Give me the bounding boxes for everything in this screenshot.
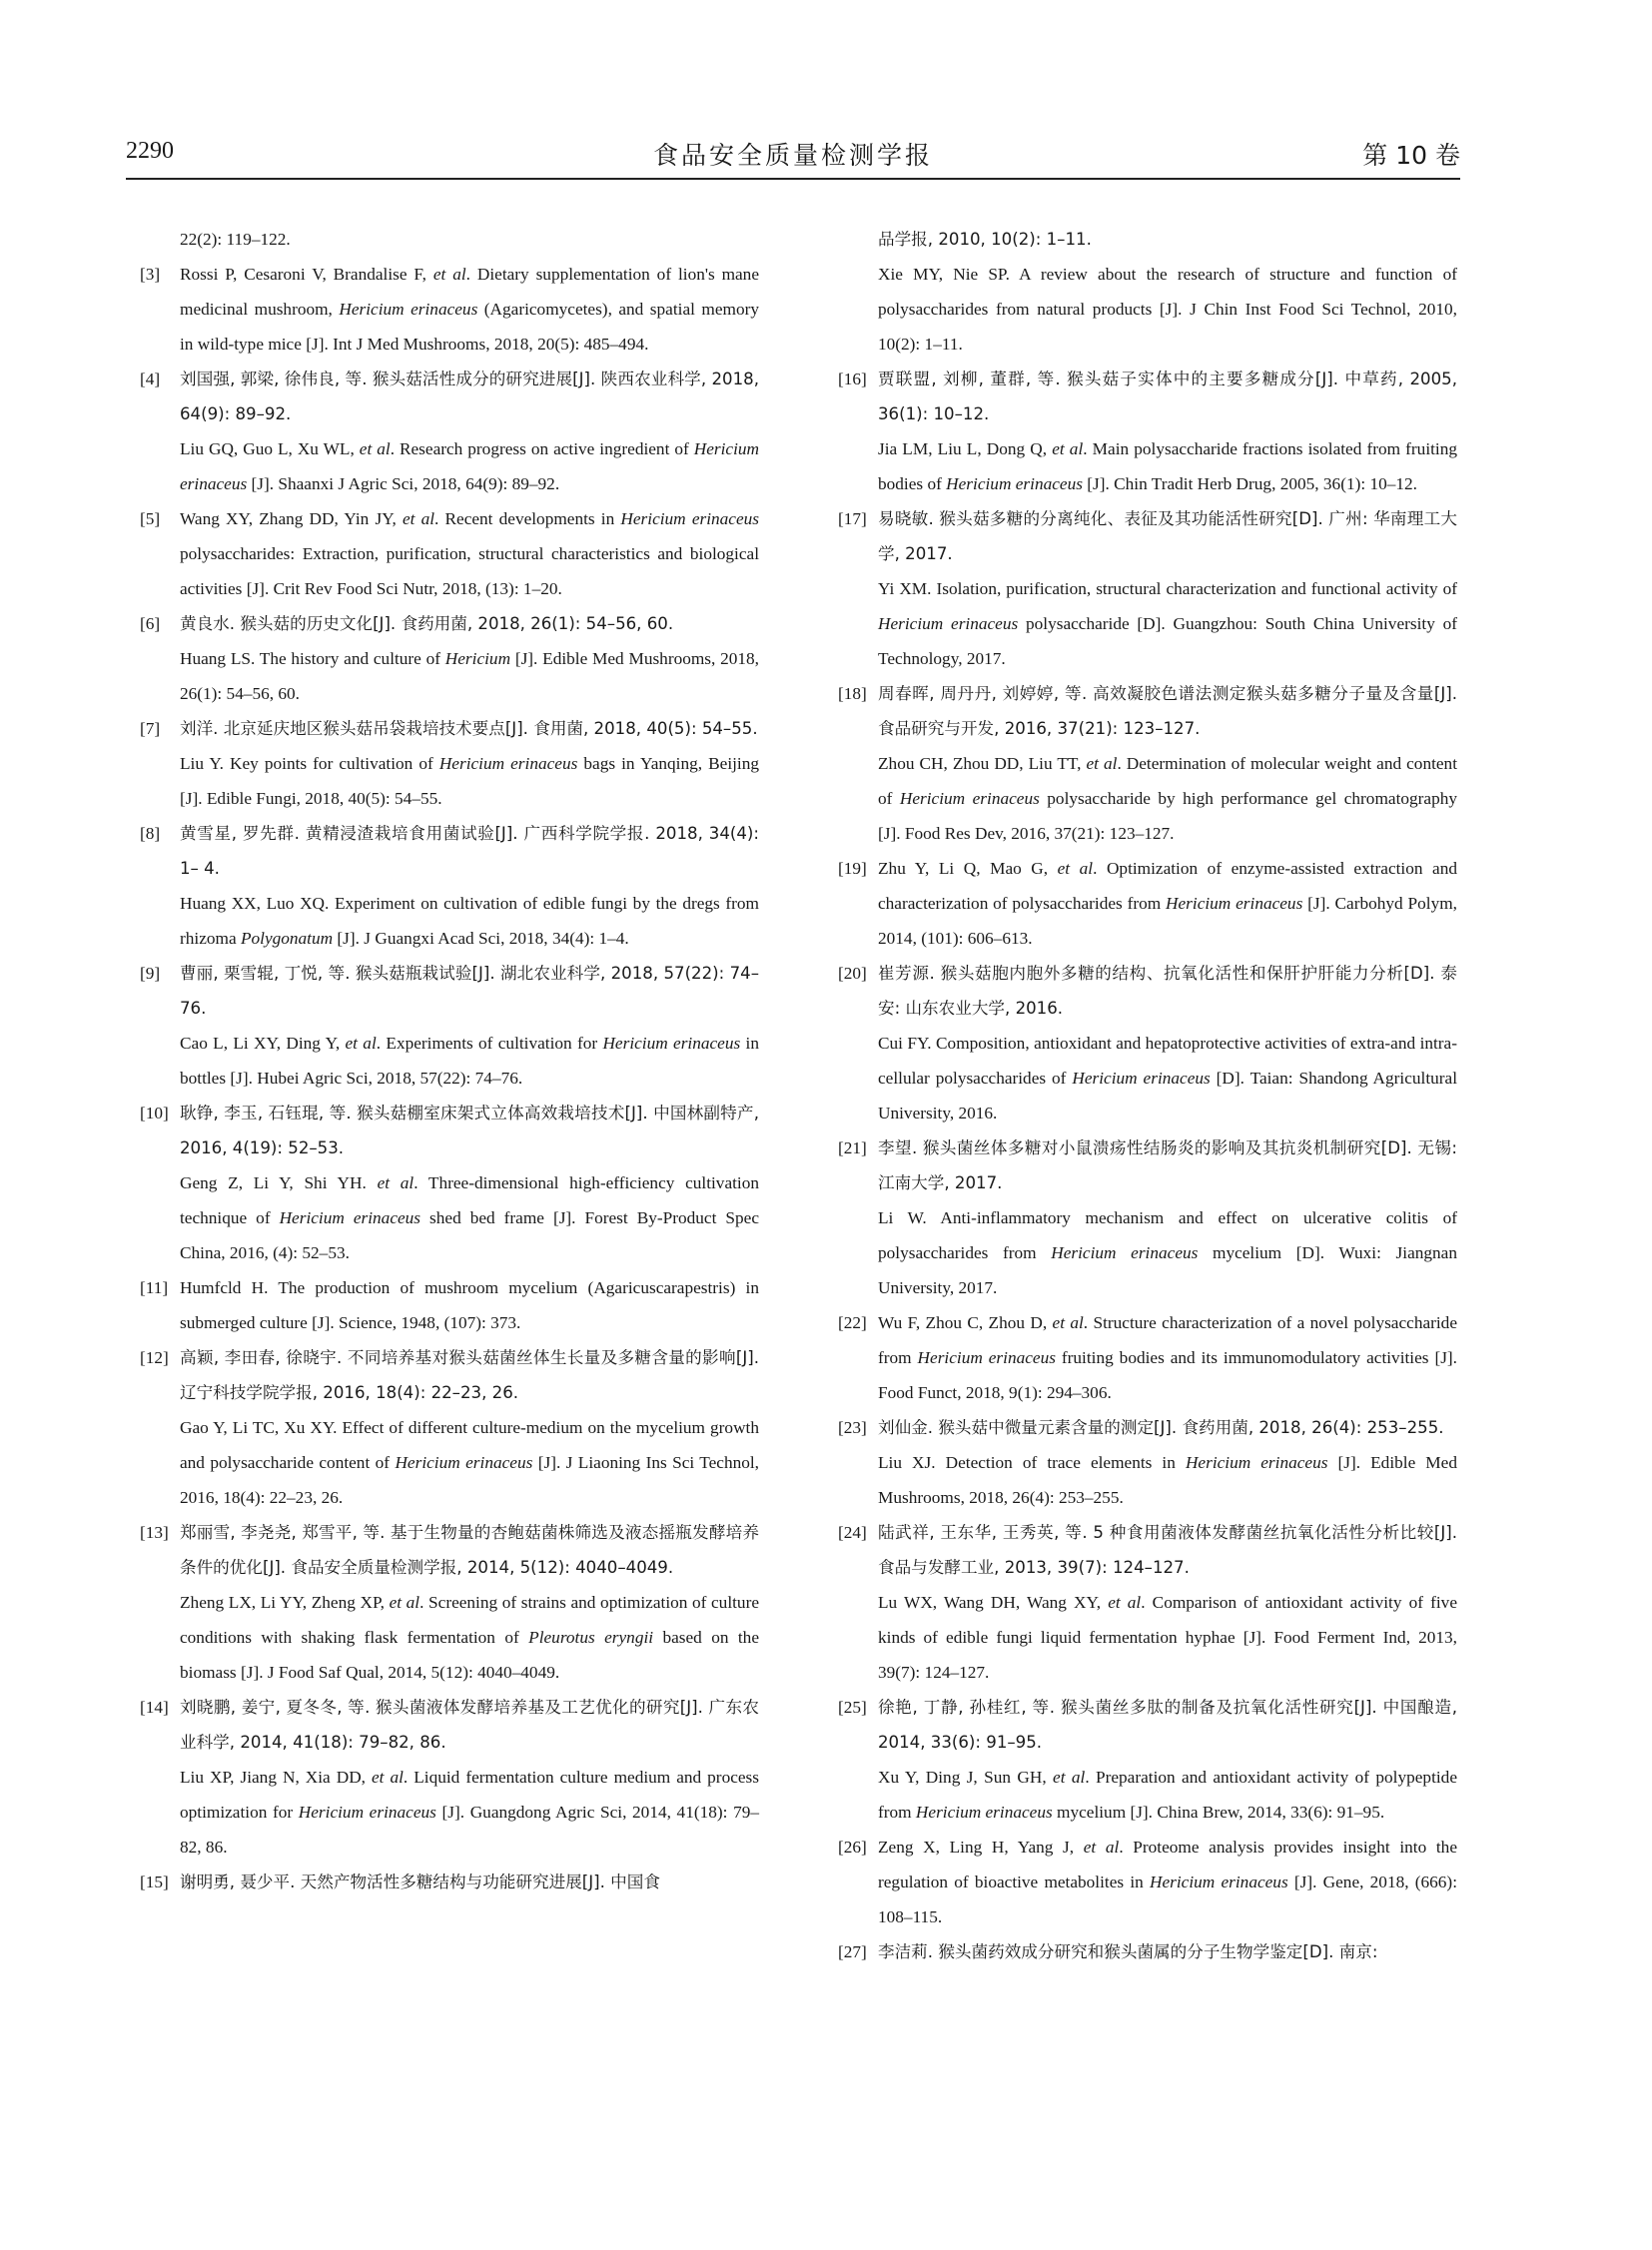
volume-label: 第 10 卷 (1362, 141, 1460, 170)
reference-english: Liu XJ. Detection of trace elements in Hericium erinaceus [J]. Edible Med Mushrooms, 2018, 26(4): 253–255. (878, 1453, 1457, 1507)
reference-entry (838, 1410, 1457, 1515)
header-rule (126, 178, 1460, 180)
reference-entry (140, 816, 759, 956)
reference-number: [16] (838, 370, 867, 388)
reference-entry (140, 956, 759, 1096)
reference-entry (140, 606, 759, 711)
reference-entry (838, 1690, 1457, 1830)
reference-english: Gao Y, Li TC, Xu XY. Effect of different culture-medium on the mycelium growth and polysaccharide content of Hericium erinaceus [J]. J Liaoning Ins Sci Technol, 2016, 18(4): 22–23, 26. (180, 1418, 759, 1507)
reference-chinese: 崔芳源. 猴头菇胞内胞外多糖的结构、抗氧化活性和保肝护肝能力分析[D]. 泰安: 山东农业大学, 2016. (878, 964, 1457, 1018)
reference-english: Geng Z, Li Y, Shi YH. et al. Three-dimensional high-efficiency cultivation technique of Hericium erinaceus shed bed frame [J]. Forest By-Product Spec China, 2016, (4): 52–53. (180, 1173, 759, 1262)
reference-chinese: 刘洋. 北京延庆地区猴头菇吊袋栽培技术要点[J]. 食用菌, 2018, 40(5): 54–55. (180, 719, 758, 738)
reference-number: [24] (838, 1523, 867, 1542)
reference-entry (838, 676, 1457, 851)
reference-number: [11] (140, 1278, 169, 1297)
right-column (838, 222, 1457, 1969)
reference-entry (838, 956, 1457, 1130)
reference-number: [9] (140, 964, 161, 983)
reference-entry (838, 1515, 1457, 1690)
reference-chinese: 谢明勇, 聂少平. 天然产物活性多糖结构与功能研究进展[J]. 中国食 (180, 1873, 660, 1891)
reference-chinese: 刘仙金. 猴头菇中微量元素含量的测定[J]. 食药用菌, 2018, 26(4): 253–255. (878, 1418, 1444, 1437)
reference-chinese: 陆武祥, 王东华, 王秀英, 等. 5 种食用菌液体发酵菌丝抗氧化活性分析比较[J]. 食品与发酵工业, 2013, 39(7): 124–127. (878, 1523, 1457, 1577)
reference-english: Liu GQ, Guo L, Xu WL, et al. Research progress on active ingredient of Hericium erinaceus [J]. Shaanxi J Agric Sci, 2018, 64(9): 89–92. (180, 439, 760, 493)
reference-number: [6] (140, 614, 161, 633)
reference-number: [13] (140, 1523, 169, 1542)
reference-english: Yi XM. Isolation, purification, structural characterization and functional activity of Hericium erinaceus polysaccharide [D]. Guangzhou: South China University of Technology, 2017. (878, 579, 1457, 668)
reference-chinese: 易晓敏. 猴头菇多糖的分离纯化、表征及其功能活性研究[D]. 广州: 华南理工大学, 2017. (878, 509, 1457, 563)
reference-english: Rossi P, Cesaroni V, Brandalise F, et al. Dietary supplementation of lion's mane medicinal mushroom, Hericium erinaceus (Agaricomycetes), and spatial memory in wild-type mice [J]. Int J Med Mushrooms, 2018, 20(5): 485–494. (180, 265, 759, 354)
reference-entry (140, 257, 759, 362)
reference-number: [19] (838, 859, 867, 878)
reference-chinese: 周春晖, 周丹丹, 刘婷婷, 等. 高效凝胶色谱法测定猴头菇多糖分子量及含量[J]. 食品研究与开发, 2016, 37(21): 123–127. (878, 684, 1457, 738)
reference-chinese: 李望. 猴头菌丝体多糖对小鼠溃疡性结肠炎的影响及其抗炎机制研究[D]. 无锡: 江南大学, 2017. (878, 1138, 1457, 1192)
reference-entry (838, 1934, 1457, 1969)
reference-number: [12] (140, 1348, 169, 1367)
reference-number: [10] (140, 1104, 169, 1123)
page-header (126, 134, 1460, 178)
reference-entry (838, 1830, 1457, 1934)
reference-chinese: 刘国强, 郭梁, 徐伟良, 等. 猴头菇活性成分的研究进展[J]. 陕西农业科学, 2018, 64(9): 89–92. (180, 370, 759, 423)
reference-number: [26] (838, 1838, 867, 1857)
reference-entry (140, 1515, 759, 1690)
reference-number: [7] (140, 719, 161, 738)
reference-english: Li W. Anti-inflammatory mechanism and effect on ulcerative colitis of polysaccharides from Hericium erinaceus mycelium [D]. Wuxi: Jiangnan University, 2017. (878, 1208, 1457, 1297)
reference-english: Wang XY, Zhang DD, Yin JY, et al. Recent developments in Hericium erinaceus polysaccharides: Extraction, purification, structural characteristics and biological activities [J]. Crit Rev Food Sci Nutr, 2018, (13): 1–20. (180, 509, 760, 598)
reference-chinese: 李洁莉. 猴头菌药效成分研究和猴头菌属的分子生物学鉴定[D]. 南京: (878, 1942, 1378, 1961)
reference-english: Zheng LX, Li YY, Zheng XP, et al. Screening of strains and optimization of culture conditions with shaking flask fermentation of Pleurotus eryngii based on the biomass [J]. J Food Saf Qual, 2014, 5(12): 4040–4049. (180, 1593, 759, 1682)
reference-number: [23] (838, 1418, 867, 1437)
reference-english: Liu XP, Jiang N, Xia DD, et al. Liquid fermentation culture medium and process optimization for Hericium erinaceus [J]. Guangdong Agric Sci, 2014, 41(18): 79–82, 86. (180, 1768, 759, 1857)
reference-english: Jia LM, Liu L, Dong Q, et al. Main polysaccharide fractions isolated from fruiting bodies of Hericium erinaceus [J]. Chin Tradit Herb Drug, 2005, 36(1): 10–12. (878, 439, 1458, 493)
reference-number: [18] (838, 684, 867, 703)
reference-chinese: 黄雪星, 罗先群. 黄精浸渣栽培食用菌试验[J]. 广西科学院学报. 2018, 34(4): 1– 4. (180, 824, 759, 878)
reference-english: Cao L, Li XY, Ding Y, et al. Experiments of cultivation for Hericium erinaceus in bottles [J]. Hubei Agric Sci, 2018, 57(22): 74–76. (180, 1034, 759, 1088)
reference-entry (838, 1305, 1457, 1410)
continuation-text: 品学报, 2010, 10(2): 1–11. Xie MY, Nie SP. A review about the research of structure and function of polysaccharides from natural products [J]. J Chin Inst Food Sci Technol, 2010, 10(2): 1–11. (878, 230, 1457, 354)
reference-number: [15] (140, 1873, 169, 1891)
reference-english: Humfcld H. The production of mushroom mycelium (Agaricuscarapestris) in submerged culture [J]. Science, 1948, (107): 373. (180, 1278, 759, 1332)
reference-number: [22] (838, 1313, 867, 1332)
reference-chinese: 郑丽雪, 李尧尧, 郑雪平, 等. 基于生物量的杏鲍菇菌株筛选及液态摇瓶发酵培养条件的优化[J]. 食品安全质量检测学报, 2014, 5(12): 4040–4049. (180, 1523, 759, 1577)
reference-entry (838, 1130, 1457, 1305)
reference-english: Xu Y, Ding J, Sun GH, et al. Preparation and antioxidant activity of polypeptide from Hericium erinaceus mycelium [J]. China Brew, 2014, 33(6): 91–95. (878, 1768, 1457, 1822)
reference-english: Huang LS. The history and culture of Hericium [J]. Edible Med Mushrooms, 2018, 26(1): 54–56, 60. (180, 649, 759, 703)
reference-number: [5] (140, 509, 161, 528)
reference-english: Zeng X, Ling H, Yang J, et al. Proteome analysis provides insight into the regulation of bioactive metabolites in Hericium erinaceus [J]. Gene, 2018, (666): 108–115. (878, 1838, 1457, 1926)
reference-english: Lu WX, Wang DH, Wang XY, et al. Comparison of antioxidant activity of five kinds of edible fungi liquid fermentation hyphae [J]. Food Ferment Ind, 2013, 39(7): 124–127. (878, 1593, 1457, 1682)
reference-chinese: 贾联盟, 刘柳, 董群, 等. 猴头菇子实体中的主要多糖成分[J]. 中草药, 2005, 36(1): 10–12. (878, 370, 1457, 423)
reference-entry (140, 362, 759, 501)
reference-chinese: 刘晓鹏, 姜宁, 夏冬冬, 等. 猴头菌液体发酵培养基及工艺优化的研究[J]. 广东农业科学, 2014, 41(18): 79–82, 86. (180, 1698, 759, 1752)
reference-entry (140, 1096, 759, 1270)
reference-chinese: 黄良水. 猴头菇的历史文化[J]. 食药用菌, 2018, 26(1): 54–56, 60. (180, 614, 674, 633)
reference-entry (140, 1865, 759, 1899)
reference-chinese: 高颖, 李田春, 徐晓宇. 不同培养基对猴头菇菌丝体生长量及多糖含量的影响[J]. 辽宁科技学院学报, 2016, 18(4): 22–23, 26. (180, 1348, 759, 1402)
reference-entry (140, 711, 759, 816)
reference-number: [4] (140, 370, 161, 388)
reference-number: [21] (838, 1138, 867, 1157)
reference-number: [3] (140, 265, 161, 284)
reference-entry (140, 1690, 759, 1865)
continuation-text: 22(2): 119–122. (180, 230, 291, 249)
reference-english: Liu Y. Key points for cultivation of Hericium erinaceus bags in Yanqing, Beijing [J]. Edible Fungi, 2018, 40(5): 54–55. (180, 754, 760, 808)
reference-entry (838, 501, 1457, 676)
reference-entry (140, 1340, 759, 1515)
page-number: 2290 (126, 138, 174, 164)
reference-english: Zhou CH, Zhou DD, Liu TT, et al. Determination of molecular weight and content of Hericium erinaceus polysaccharide by high performance gel chromatography [J]. Food Res Dev, 2016, 37(21): 123–127. (878, 754, 1457, 843)
reference-chinese: 徐艳, 丁静, 孙桂红, 等. 猴头菌丝多肽的制备及抗氧化活性研究[J]. 中国酿造, 2014, 33(6): 91–95. (878, 1698, 1457, 1752)
reference-number: [25] (838, 1698, 867, 1717)
reference-number: [20] (838, 964, 867, 983)
reference-chinese: 曹丽, 栗雪辊, 丁悦, 等. 猴头菇瓶栽试验[J]. 湖北农业科学, 2018, 57(22): 74–76. (180, 964, 759, 1018)
left-column (140, 222, 759, 1899)
reference-english: Huang XX, Luo XQ. Experiment on cultivation of edible fungi by the dregs from rhizoma Polygonatum [J]. J Guangxi Acad Sci, 2018, 34(4): 1–4. (180, 894, 759, 948)
reference-entry (140, 1270, 759, 1340)
reference-number: [14] (140, 1698, 169, 1717)
reference-number: [8] (140, 824, 161, 843)
reference-chinese: 耿铮, 李玉, 石钰琨, 等. 猴头菇棚室床架式立体高效栽培技术[J]. 中国林副特产, 2016, 4(19): 52–53. (180, 1104, 759, 1157)
reference-number: [17] (838, 509, 867, 528)
reference-english: Wu F, Zhou C, Zhou D, et al. Structure characterization of a novel polysaccharide from Hericium erinaceus fruiting bodies and its immunomodulatory activities [J]. Food Funct, 2018, 9(1): 294–306. (878, 1313, 1457, 1402)
reference-number: [27] (838, 1942, 867, 1961)
reference-entry (140, 501, 759, 606)
journal-title: 食品安全质量检测学报 (652, 141, 933, 170)
reference-english: Zhu Y, Li Q, Mao G, et al. Optimization of enzyme-assisted extraction and characterization of polysaccharides from Hericium erinaceus [J]. Carbohyd Polym, 2014, (101): 606–613. (878, 859, 1457, 948)
reference-entry (838, 851, 1457, 956)
reference-english: Cui FY. Composition, antioxidant and hepatoprotective activities of extra-and intra-cellular polysaccharides of Hericium erinaceus [D]. Taian: Shandong Agricultural University, 2016. (878, 1034, 1458, 1123)
reference-entry (838, 362, 1457, 501)
